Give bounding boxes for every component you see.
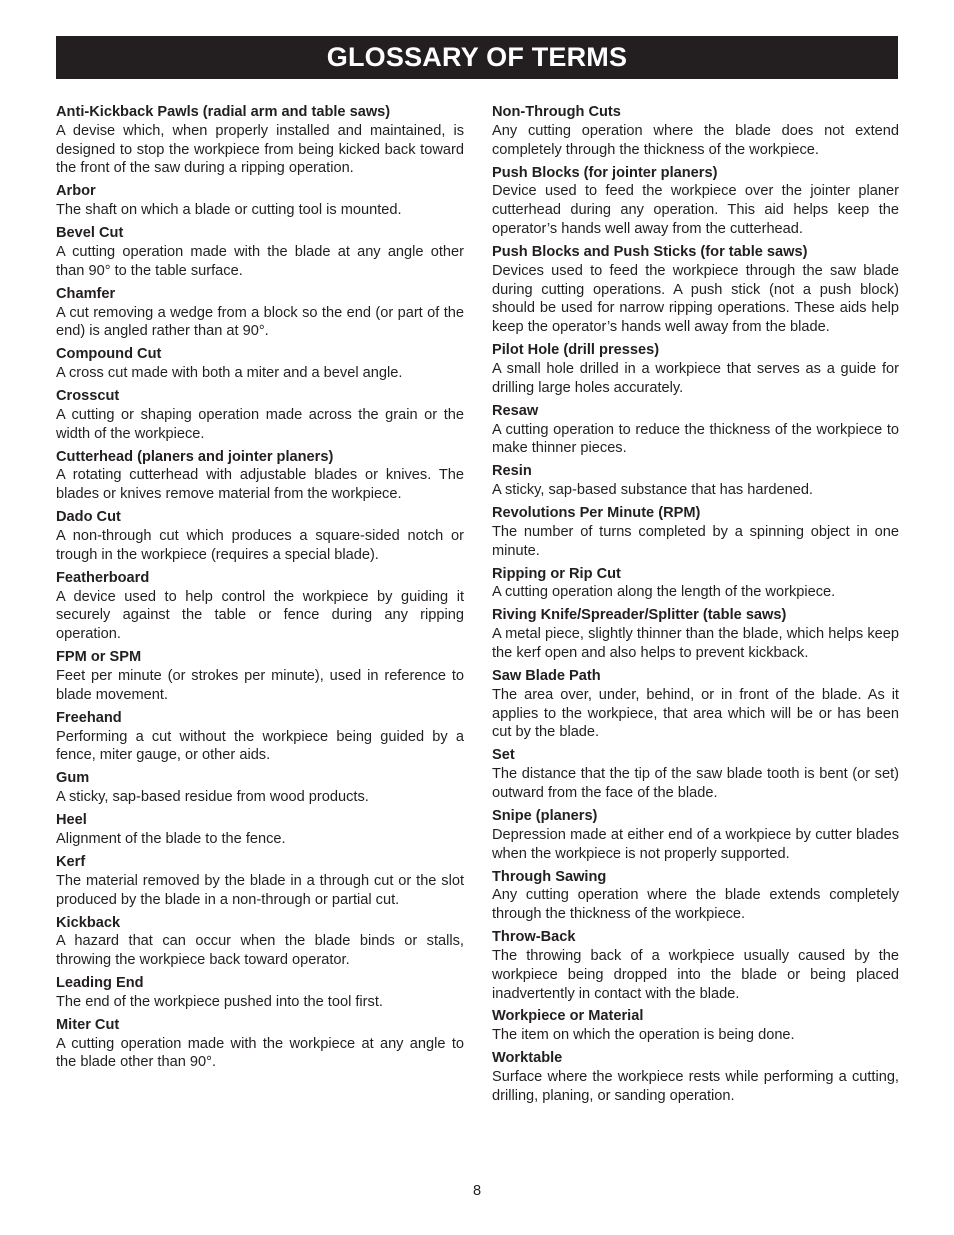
glossary-entry <box>492 504 899 560</box>
glossary-entry <box>492 807 899 863</box>
glossary-definition: A device used to help control the workpiece by guiding it securely against the table or fence during any ripping operation. <box>56 588 464 643</box>
glossary-definition: The throwing back of a workpiece usually caused by the workpiece being dropped into the blade or being placed inadvertently in contact with the blade. <box>492 947 899 1002</box>
glossary-entry <box>492 1007 899 1045</box>
glossary-entry <box>56 103 464 178</box>
glossary-definition: Surface where the workpiece rests while performing a cutting, drilling, planing, or sanding operation. <box>492 1069 899 1104</box>
glossary-definition: A hazard that can occur when the blade binds or stalls, throwing the workpiece back toward operator. <box>56 933 464 969</box>
glossary-right-column <box>492 103 899 1110</box>
glossary-entry <box>492 341 899 397</box>
glossary-definition: A cutting operation along the length of the workpiece. <box>492 584 836 601</box>
glossary-entry <box>56 182 464 220</box>
glossary-term: Chamfer <box>56 285 116 302</box>
glossary-definition: A metal piece, slightly thinner than the blade, which helps keep the kerf open and also helps to prevent kickback. <box>492 626 899 662</box>
glossary-definition: A small hole drilled in a workpiece that serves as a guide for drilling large holes accurately. <box>492 360 899 396</box>
glossary-definition: A cutting operation made with the blade at any angle other than 90° to the table surface. <box>56 243 464 279</box>
glossary-term: Push Blocks and Push Sticks (for table saws) <box>492 243 808 260</box>
glossary-definition: A cutting operation to reduce the thickness of the workpiece to make thinner pieces. <box>492 421 899 457</box>
glossary-term: Featherboard <box>56 569 150 586</box>
page-number: 8 <box>472 1183 482 1199</box>
glossary-entry <box>56 769 464 807</box>
glossary-term: Snipe (planers) <box>492 807 598 824</box>
glossary-left-column <box>56 103 464 1076</box>
glossary-term: Worktable <box>492 1050 563 1067</box>
glossary-entry <box>56 914 464 970</box>
glossary-term: Resin <box>492 463 532 480</box>
glossary-term: Pilot Hole (drill presses) <box>492 342 660 359</box>
glossary-entry <box>56 569 464 644</box>
glossary-term: Miter Cut <box>56 1016 120 1033</box>
glossary-entry <box>492 103 899 159</box>
glossary-entry <box>56 448 464 504</box>
glossary-entry <box>492 565 899 603</box>
glossary-definition: A non-through cut which produces a square-sided notch or trough in the workpiece (requires a special blade). <box>56 528 464 563</box>
glossary-term: Kerf <box>56 853 86 870</box>
glossary-definition: A sticky, sap-based residue from wood products. <box>56 789 369 806</box>
glossary-entry <box>492 462 899 500</box>
glossary-definition: The material removed by the blade in a through cut or the slot produced by the blade in a non-through or partial cut. <box>56 872 464 908</box>
glossary-entry <box>56 224 464 280</box>
glossary-term: Throw-Back <box>492 929 576 946</box>
glossary-definition: A rotating cutterhead with adjustable blades or knives. The blades or knives remove material from the workpiece. <box>56 467 464 503</box>
glossary-term: Resaw <box>492 402 539 419</box>
glossary-term: Cutterhead (planers and jointer planers) <box>56 448 334 465</box>
glossary-term: Gum <box>56 770 90 787</box>
glossary-definition: The area over, under, behind, or in front of the blade. As it applies to the workpiece, that area which will be or has been cut by the blade. <box>492 686 899 741</box>
glossary-term: Leading End <box>56 975 144 992</box>
glossary-definition: A cutting or shaping operation made across the grain or the width of the workpiece. <box>56 406 464 442</box>
glossary-definition: A sticky, sap-based substance that has hardened. <box>492 482 813 499</box>
glossary-entry <box>492 667 899 742</box>
glossary-entry <box>56 974 464 1012</box>
glossary-term: Revolutions Per Minute (RPM) <box>492 505 701 522</box>
glossary-definition: A cross cut made with both a miter and a bevel angle. <box>56 365 403 382</box>
glossary-term: Through Sawing <box>492 868 607 885</box>
glossary-term: Freehand <box>56 709 122 726</box>
glossary-entry <box>492 928 899 1003</box>
glossary-entry <box>56 345 464 383</box>
glossary-term: FPM or SPM <box>56 649 142 666</box>
glossary-term: Compound Cut <box>56 346 162 363</box>
glossary-entry <box>56 508 464 564</box>
glossary-term: Bevel Cut <box>56 225 124 242</box>
title-banner <box>56 36 898 79</box>
glossary-term: Heel <box>56 812 87 829</box>
glossary-term: Ripping or Rip Cut <box>492 565 621 582</box>
glossary-entry <box>56 387 464 443</box>
page-title: GLOSSARY OF TERMS <box>326 42 628 72</box>
glossary-term: Saw Blade Path <box>492 668 601 684</box>
glossary-definition: The shaft on which a blade or cutting tool is mounted. <box>56 202 402 219</box>
glossary-entry <box>492 868 899 924</box>
glossary-definition: Devices used to feed the workpiece through the saw blade during cutting operations. A push stick (not a push block) should be used for narrow ripping operations. These aids help keep the operator’s hands well away from the blade. <box>492 262 899 336</box>
glossary-term: Workpiece or Material <box>492 1008 644 1025</box>
glossary-definition: Device used to feed the workpiece over the jointer planer cutterhead during any operation. This aid helps keep the operator’s hands well away from the cutterhead. <box>492 183 899 237</box>
glossary-definition: The number of turns completed by a spinning object in one minute. <box>492 523 899 559</box>
glossary-entry <box>492 243 899 337</box>
glossary-entry <box>56 1016 464 1072</box>
glossary-definition: Alignment of the blade to the fence. <box>56 830 286 847</box>
glossary-term: Anti-Kickback Pawls (radial arm and table saws) <box>56 104 391 120</box>
glossary-term: Push Blocks (for jointer planers) <box>492 164 718 181</box>
glossary-entry <box>492 746 899 802</box>
glossary-term: Crosscut <box>56 388 120 405</box>
glossary-entry <box>56 285 464 341</box>
glossary-term: Kickback <box>56 914 121 931</box>
glossary-definition: Any cutting operation where the blade does not extend completely through the thickness of the workpiece. <box>492 122 899 158</box>
glossary-definition: A cut removing a wedge from a block so the end (or part of the end) is angled rather than at 90°. <box>56 304 464 340</box>
glossary-definition: The item on which the operation is being done. <box>492 1027 795 1044</box>
glossary-definition: Feet per minute (or strokes per minute), used in reference to blade movement. <box>56 668 464 703</box>
glossary-entry <box>492 402 899 458</box>
glossary-term: Dado Cut <box>56 509 121 526</box>
glossary-entry <box>492 606 899 662</box>
glossary-entry <box>492 164 899 239</box>
glossary-term: Arbor <box>56 183 96 200</box>
glossary-definition: A cutting operation made with the workpiece at any angle to the blade other than 90°. <box>56 1035 464 1071</box>
glossary-definition: The end of the workpiece pushed into the tool first. <box>56 993 383 1010</box>
glossary-definition: Performing a cut without the workpiece being guided by a fence, miter gauge, or other aids. <box>56 728 464 764</box>
glossary-term: Riving Knife/Spreader/Splitter (table saws) <box>492 607 787 624</box>
glossary-entry <box>56 853 464 909</box>
glossary-entry <box>56 648 464 704</box>
glossary-definition: The distance that the tip of the saw blade tooth is bent (or set) outward from the face of the blade. <box>492 766 899 801</box>
glossary-term: Non-Through Cuts <box>492 104 621 120</box>
glossary-definition: Any cutting operation where the blade extends completely through the thickness of the workpiece. <box>492 887 899 923</box>
glossary-definition: A devise which, when properly installed and maintained, is designed to stop the workpiece from being kicked back toward the front of the saw during a ripping operation. <box>56 122 464 177</box>
glossary-term: Set <box>492 747 515 764</box>
glossary-entry <box>492 1049 899 1105</box>
glossary-entry <box>56 709 464 765</box>
glossary-entry <box>56 811 464 849</box>
glossary-definition: Depression made at either end of a workpiece by cutter blades when the workpiece is not properly supported. <box>492 826 899 862</box>
